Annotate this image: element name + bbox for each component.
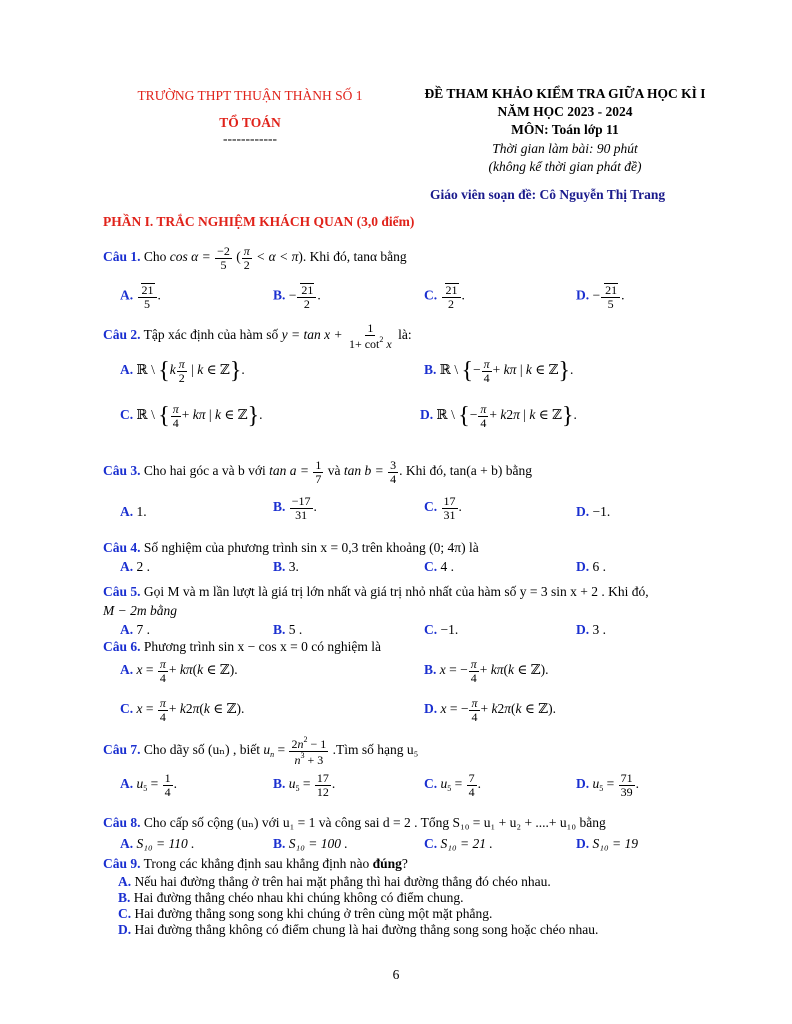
dashes: ------------ — [223, 131, 277, 146]
q3-option-d[interactable]: D. −1. — [576, 504, 611, 519]
question-1: Câu 1. Cho cos α = $\frac{-2}{5}$ ( $\frac{\pi}{2}$ < α < π). Khi đó, tanα bằng — [103, 244, 407, 272]
q2-option-b[interactable]: B. ℝ \ {− $\frac{\pi}{4}$ + kπ | k ∈ ℤ}. — [424, 357, 574, 385]
q5-option-d[interactable]: D. 3 . — [576, 622, 606, 637]
q8-option-d[interactable]: D. S₁₀ = 19 — [576, 836, 638, 851]
q8-option-c[interactable]: C. S₁₀ = 21 . — [424, 836, 493, 851]
q9-option-b[interactable]: B. Hai đường thẳng chéo nhau khi chúng không có điểm chung. — [118, 890, 464, 905]
question-5-line2: M − 2m bằng — [103, 603, 177, 618]
subject: MÔN: Toán lớp 11 — [511, 122, 619, 137]
question-6: Câu 6. Phương trình sin x − cos x = 0 có nghiệm là — [103, 639, 381, 654]
q3-option-b[interactable]: B. $\frac{-17}{31}$ . — [273, 494, 317, 522]
q6-option-d[interactable]: D. x = − $\frac{\pi}{4}$ + k2π(k ∈ ℤ). — [424, 696, 556, 724]
q5-option-c[interactable]: C. −1. — [424, 622, 459, 637]
q8-option-b[interactable]: B. S₁₀ = 100 . — [273, 836, 348, 851]
q9-option-a[interactable]: A. Nếu hai đường thẳng ở trên hai mặt phẳng thì hai đường thẳng đó chéo nhau. — [118, 874, 551, 889]
question-3: Câu 3. Cho hai góc a và b với tan a = $\frac{1}{7}$ và tan b = $\frac{3}{4}$ . Khi đó, tan(a + b) bằng — [103, 458, 532, 486]
q1-option-c[interactable]: C. $\frac{21}{2}$ . — [424, 283, 465, 311]
q5-option-b[interactable]: B. 5 . — [273, 622, 303, 637]
q6-option-c[interactable]: C. x = $\frac{\pi}{4}$ + k2π(k ∈ ℤ). — [120, 696, 245, 724]
question-5: Câu 5. Gọi M và m lần lượt là giá trị lớn nhất và giá trị nhỏ nhất của hàm số y = 3 sin x + 2 . Khi đó, — [103, 584, 649, 599]
page-number: 6 — [392, 967, 400, 982]
q1-option-b[interactable]: B. − $\frac{21}{2}$ . — [273, 283, 321, 311]
q4-option-c[interactable]: C. 4 . — [424, 559, 454, 574]
q4-option-d[interactable]: D. 6 . — [576, 559, 606, 574]
q5-option-a[interactable]: A. 7 . — [120, 622, 150, 637]
department: TỔ TOÁN — [219, 115, 281, 130]
q7-option-a[interactable]: A. $u_5$ = $\frac{1}{4}$ . — [120, 771, 177, 799]
q3-option-a[interactable]: A. 1. — [120, 504, 147, 519]
q9-option-d[interactable]: D. Hai đường thẳng không có điểm chung là hai đường thẳng song song hoặc chéo nhau. — [118, 922, 599, 937]
q7-option-b[interactable]: B. $u_5$ = $\frac{17}{12}$ . — [273, 771, 336, 799]
q2-option-c[interactable]: C. ℝ \ { $\frac{\pi}{4}$ + kπ | k ∈ ℤ}. — [120, 402, 263, 430]
q9-option-c[interactable]: C. Hai đường thẳng song song khi chúng ở trên cùng một mặt phẳng. — [118, 906, 493, 921]
school-name: TRƯỜNG THPT THUẬN THÀNH SỐ 1 — [137, 88, 363, 103]
q1-option-d[interactable]: D. − $\frac{21}{5}$ . — [576, 283, 625, 311]
question-8: Câu 8. Cho cấp số cộng (uₙ) với u₁ = 1 và công sai d = 2 . Tổng S₁₀ = u₁ + u₂ + ....+ u₁₀ bằng — [103, 815, 606, 830]
section-title: PHẦN I. TRẮC NGHIỆM KHÁCH QUAN (3,0 điểm) — [103, 214, 415, 229]
q8-option-a[interactable]: A. S₁₀ = 110 . — [120, 836, 195, 851]
q6-option-a[interactable]: A. x = $\frac{\pi}{4}$ + kπ(k ∈ ℤ). — [120, 657, 238, 685]
question-7: Câu 7. Cho dãy số (uₙ) , biết $u_n$ = $\frac{2n^2 - 1}{n^3 + 3}$ .Tìm số hạng u₅ — [103, 735, 419, 767]
q3-option-c[interactable]: C. $\frac{17}{31}$ . — [424, 494, 462, 522]
time-note: (không kể thời gian phát đề) — [488, 159, 642, 174]
exam-title: ĐỀ THAM KHẢO KIỂM TRA GIỮA HỌC KÌ I — [424, 86, 706, 101]
q2-option-a[interactable]: A. ℝ \ {k $\frac{\pi}{2}$ | k ∈ ℤ}. — [120, 357, 245, 385]
q6-option-b[interactable]: B. x = − $\frac{\pi}{4}$ + kπ(k ∈ ℤ). — [424, 657, 549, 685]
time-limit: Thời gian làm bài: 90 phút — [492, 141, 638, 156]
q4-option-a[interactable]: A. 2 . — [120, 559, 150, 574]
q7-option-c[interactable]: C. $u_5$ = $\frac{7}{4}$ . — [424, 771, 481, 799]
q7-option-d[interactable]: D. $u_5$ = $\frac{71}{39}$ . — [576, 771, 639, 799]
question-2: Câu 2. Tập xác định của hàm số y = tan x + $\frac{1}{1+ \cot^2 x}$ là: — [103, 321, 412, 351]
question-4: Câu 4. Số nghiệm của phương trình sin x = 0,3 trên khoảng (0; 4π) là — [103, 540, 479, 555]
school-year: NĂM HỌC 2023 - 2024 — [497, 104, 633, 119]
q4-option-b[interactable]: B. 3. — [273, 559, 299, 574]
q2-option-d[interactable]: D. ℝ \ {− $\frac{\pi}{4}$ + k2π | k ∈ ℤ}. — [420, 402, 577, 430]
question-9: Câu 9. Trong các khẳng định sau khẳng định nào đúng? — [103, 856, 408, 871]
q1-option-a[interactable]: A. $\frac{21}{5}$ . — [120, 283, 161, 311]
teacher-line: Giáo viên soạn đề: Cô Nguyễn Thị Trang — [430, 187, 666, 202]
